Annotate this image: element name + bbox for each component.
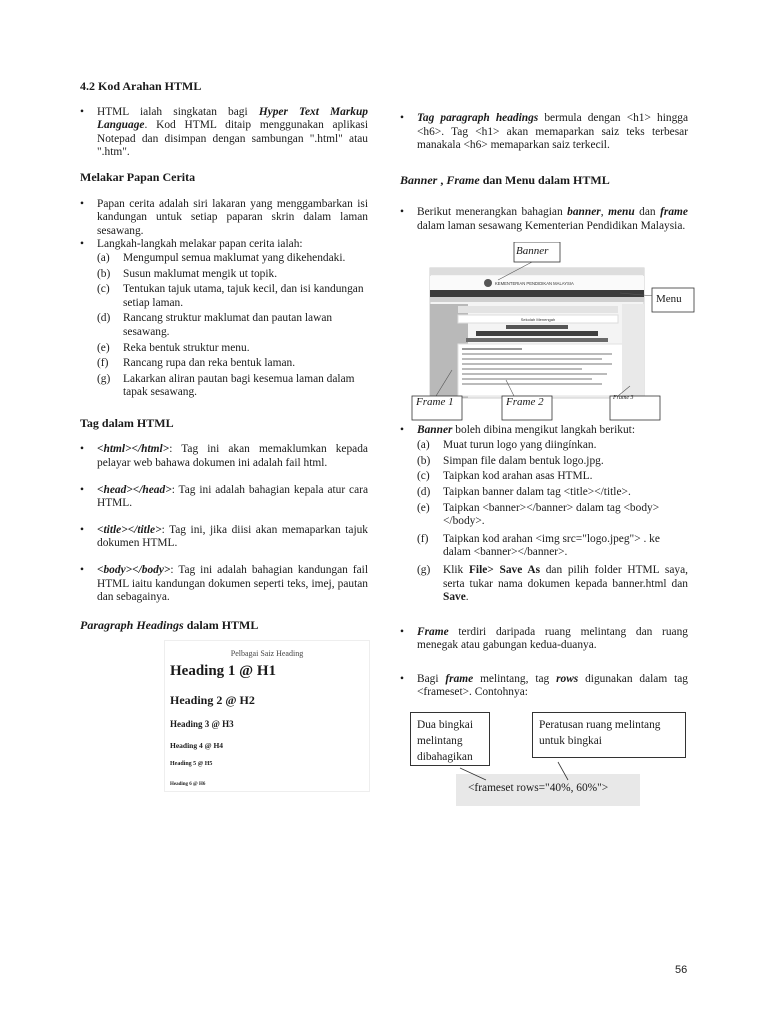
banner-section-heading: Banner , Frame dan Menu dalam HTML: [400, 172, 610, 187]
left-column: [80, 80, 368, 792]
list-item: (a) Muat turun logo yang diingínkan.: [417, 439, 597, 452]
list-item: (a) Mengumpul semua maklumat yang dikehendaki.: [97, 251, 346, 264]
heading-5-sample: Heading 5 @ H5: [170, 761, 213, 768]
callout-box-2: Peratusan ruang melintang untuk bingkai: [532, 712, 686, 758]
tag-name: <body></body>: [97, 564, 171, 577]
banner-steps: [400, 439, 688, 605]
intro-text-end: . Kod HTML ditaip menggunakan aplikasi Notepad dan disimpan dengan sambungan ".html" atau ".htm".: [97, 119, 368, 159]
heading-3-sample: Heading 3 @ H3: [170, 719, 234, 730]
storyboard-steps: [80, 252, 368, 400]
list-item: (g) Lakarkan aliran pautan bagi kesemua laman dalam tapak sesawang.: [97, 372, 355, 399]
list-item: (c) Tentukan tajuk utama, tajuk kecil, dan isi kandungan setiap laman.: [97, 283, 364, 309]
tag-item: • <body></body>: Tag ini adalah bahagian kandungan fail HTML iaitu kandungan dokumen seperti teks, imej, pautan dan sebagainya.: [80, 564, 368, 605]
headings-section-heading: Paragraph Headings dalam HTML: [80, 617, 259, 632]
section-title: 4.2 Kod Arahan HTML: [80, 79, 202, 93]
list-item: (f) Taipkan kod arahan <img src="logo.jpeg"> . ke dalam <banner></banner>.: [417, 532, 660, 559]
storyboard-heading: Melakar Papan Cerita: [80, 169, 196, 184]
storyboard-bullet: • Langkah-langkah melakar papan cerita ialah:: [80, 238, 368, 252]
tag-item: • <title></title>: Tag ini, jika diisi akan memaparkan tajuk dokumen HTML.: [80, 524, 368, 551]
frameset-code: <frameset rows="40%, 60%">: [468, 782, 609, 795]
frameset-figure: [410, 712, 661, 808]
list-item: (c) Taipkan kod arahan asas HTML.: [417, 470, 593, 483]
tag-item: • <head></head>: Tag ini adalah bahagian kepala atur cara HTML.: [80, 484, 368, 511]
banner-label: Banner: [516, 244, 549, 257]
website-screenshot-figure: [406, 242, 704, 434]
menu-label: Menu: [656, 292, 682, 305]
tag-headings-paragraph: • Tag paragraph headings bermula dengan <h1> hingga <h6>. Tag <h1> akan memaparkan saiz teks terbesar manakala <h6> memaparkan saiz terkecil.: [400, 112, 688, 153]
right-column: [400, 112, 688, 808]
list-item: (e) Taipkan <banner></banner> dalam tag <body></body>.: [417, 501, 660, 528]
frame-3-label: Frame 3: [613, 394, 634, 401]
tags-heading: Tag dalam HTML: [80, 415, 174, 430]
site-name: KEMENTERIAN PENDIDIKAN MALAYSIA: [495, 280, 574, 286]
intro-text: HTML ialah singkatan bagi: [97, 105, 259, 118]
figure-caption: Pelbagai Saiz Heading: [230, 649, 304, 659]
callout-box-1: Dua bingkai melintang dibahagikan: [410, 712, 490, 766]
intro-term: Hyper Text Markup Language: [97, 105, 368, 132]
frame-definition: • Frame terdiri daripada ruang melintang dan ruang menegak atau gabungan kedua-duanya.: [400, 626, 688, 653]
banner-steps-intro: • Banner boleh dibina mengikut langkah berikut:: [400, 424, 688, 438]
list-item: (b) Susun maklumat mengik ut topik.: [97, 267, 278, 280]
tag-name: <title></title>: [97, 523, 162, 536]
site-page-title: Sekolah Menengah: [520, 316, 556, 322]
explain-paragraph: • Berikut menerangkan bahagian banner, menu dan frame dalam laman sesawang Kementerian Pendidikan Malaysia.: [400, 206, 688, 233]
list-item: (f) Rancang rupa dan reka bentuk laman.: [97, 357, 296, 370]
list-item: (e) Reka bentuk struktur menu.: [97, 341, 250, 354]
list-item: (g) Klik File> Save As dan pilih folder HTML saya, serta tukar nama dokumen kepada banner.html dan Save.: [417, 563, 688, 604]
heading-6-sample: Heading 6 @ H6: [170, 782, 206, 788]
list-item: (b) Simpan file dalam bentuk logo.jpg.: [417, 454, 604, 467]
page-number: 56: [675, 964, 688, 976]
intro-paragraph: [80, 106, 368, 160]
headings-figure: [164, 640, 370, 792]
storyboard-bullet: • Papan cerita adalah siri lakaran yang menggambarkan isi kandungan untuk setiap paparan skrin dalam laman sesawang.: [80, 198, 368, 239]
frame-2-label: Frame 2: [506, 395, 544, 408]
list-item: (d) Rancang struktur maklumat dan pautan lawan sesawang.: [97, 312, 333, 338]
heading-1-sample: Heading 1 @ H1: [170, 663, 277, 680]
heading-2-sample: Heading 2 @ H2: [170, 693, 255, 708]
tag-name: <head></head>: [97, 483, 172, 496]
list-item: (d) Taipkan banner dalam tag <title></title>.: [417, 485, 631, 498]
frame-1-label: Frame 1: [416, 395, 454, 408]
tag-item: • <html></html>: Tag ini akan memaklumkan kepada pelayar web bahawa dokumen ini adalah fail html.: [80, 443, 368, 470]
heading-4-sample: Heading 4 @ H4: [170, 741, 224, 751]
frame-rows-paragraph: • Bagi frame melintang, tag rows digunakan dalam tag <frameset>. Contohnya:: [400, 673, 688, 700]
tag-name: <html></html>: [97, 443, 170, 456]
